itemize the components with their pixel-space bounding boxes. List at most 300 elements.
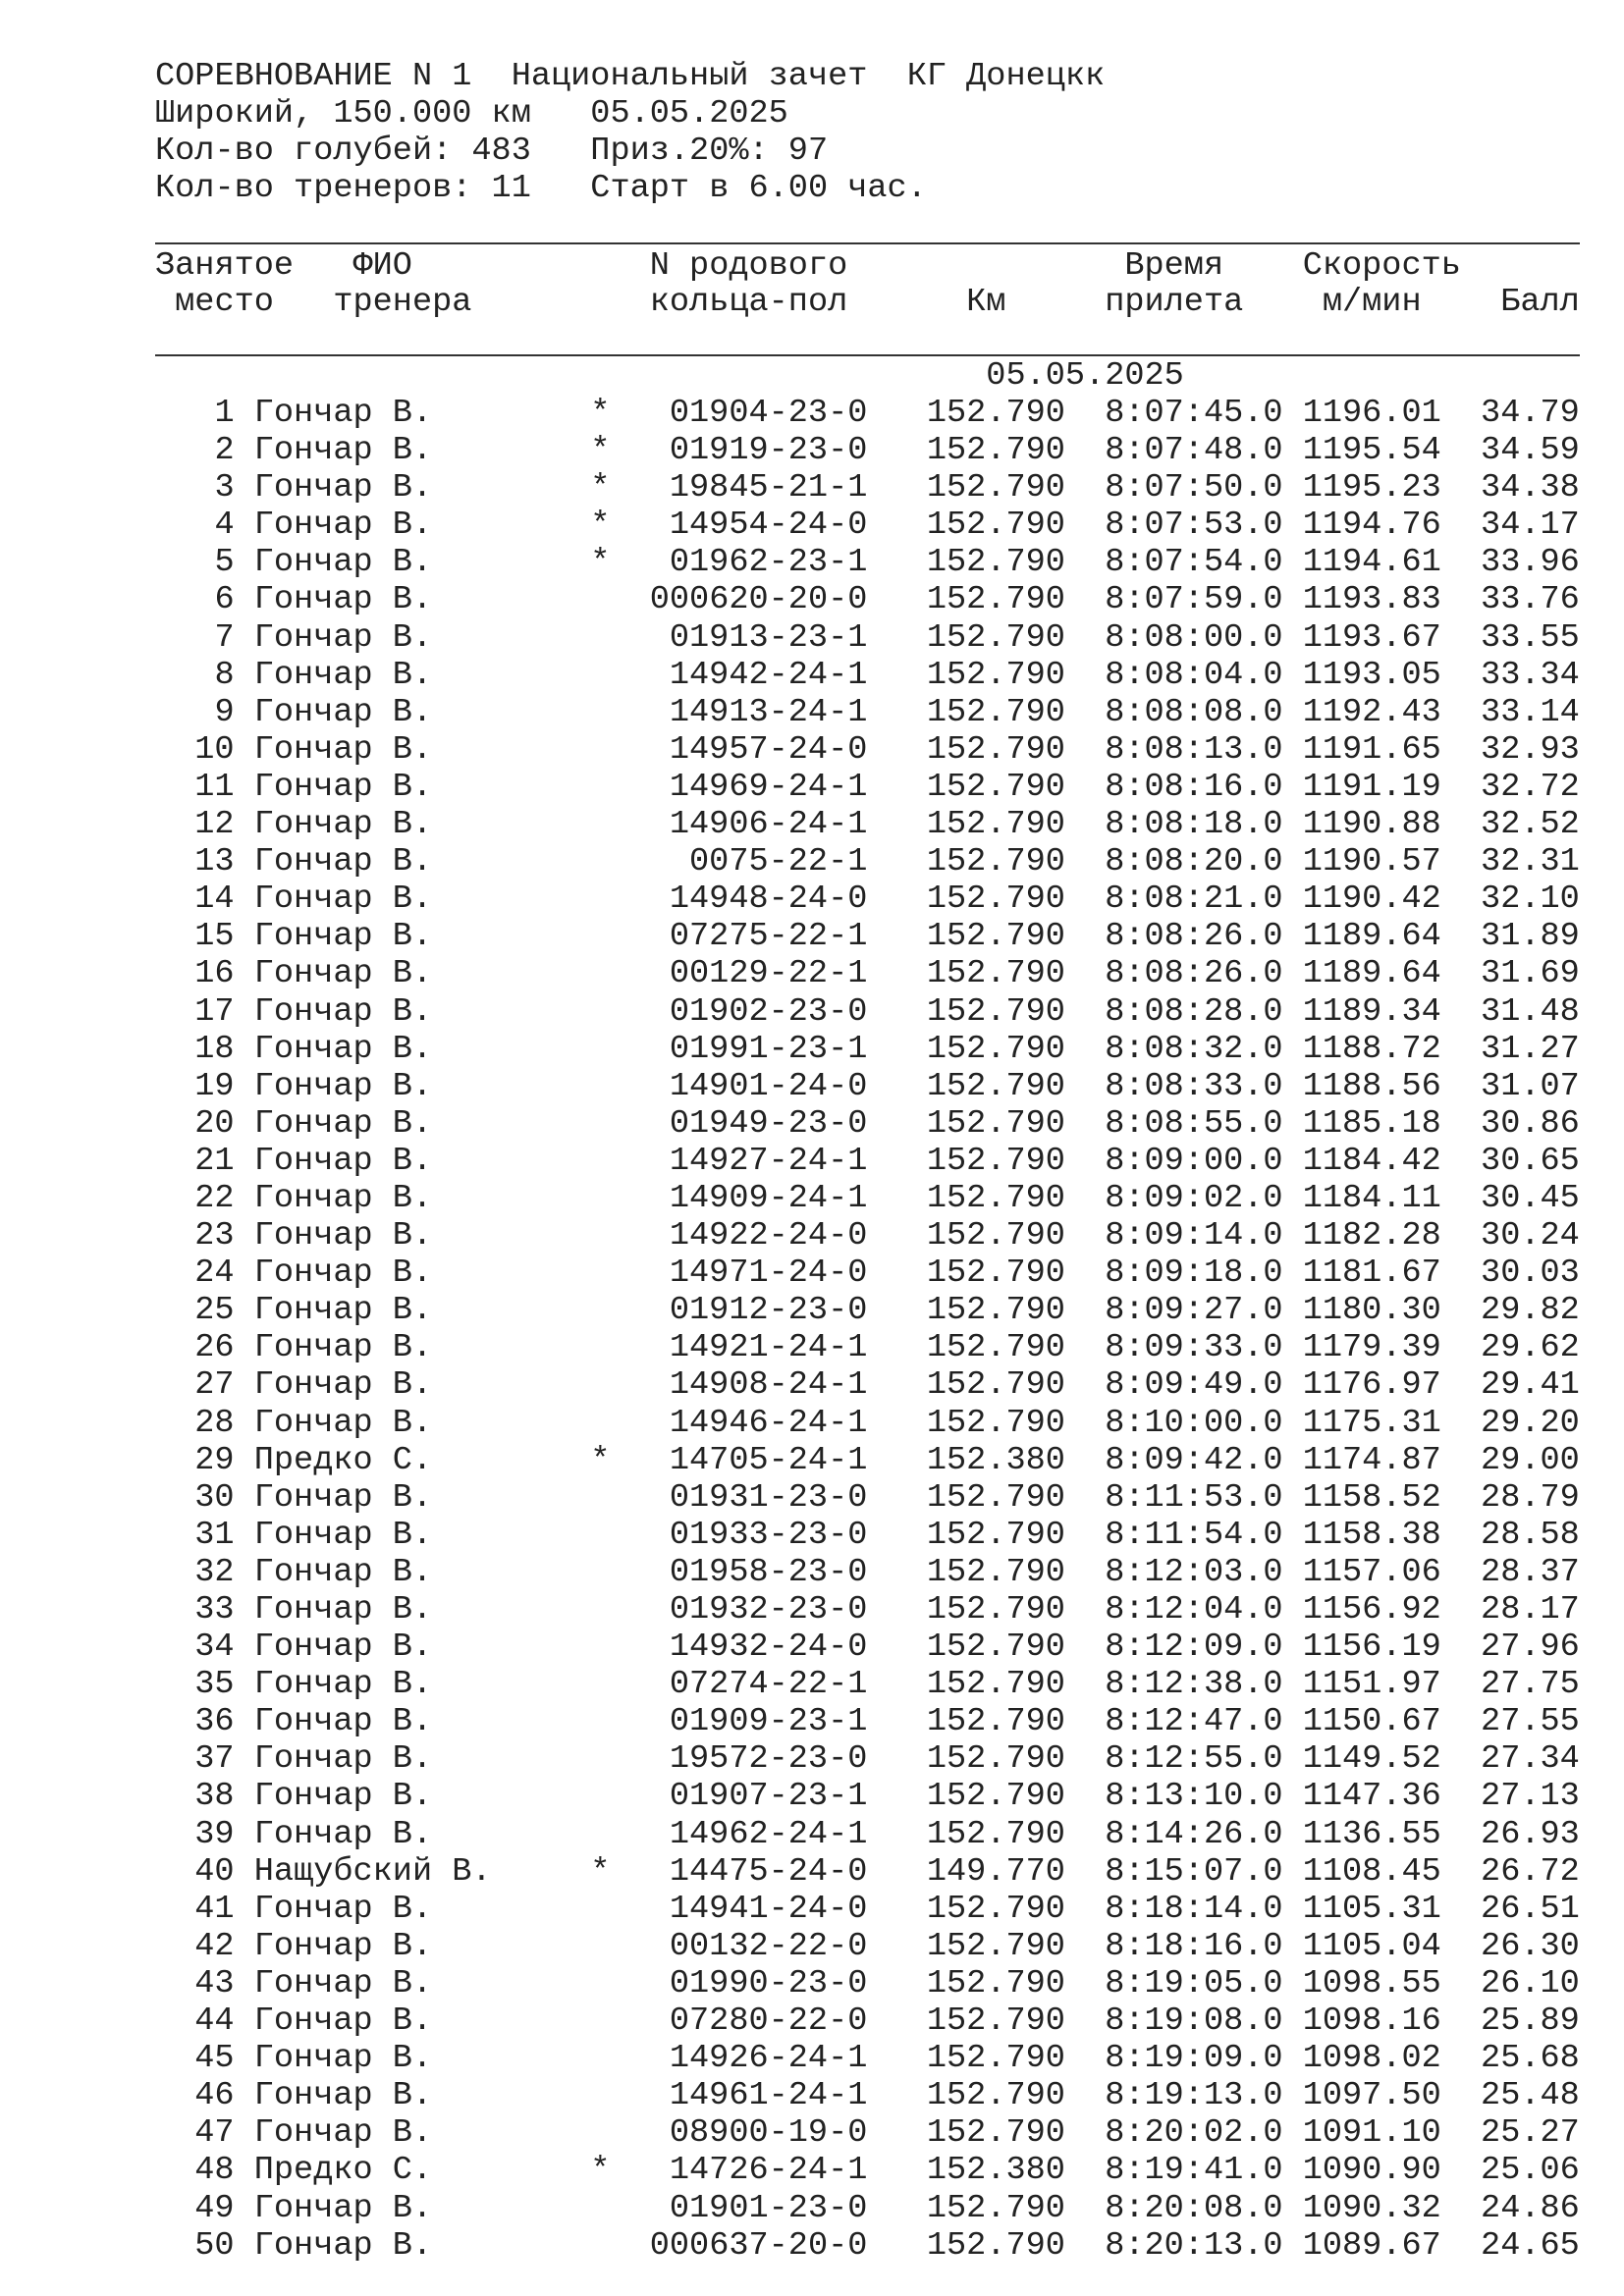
distance-cell: 152.790 xyxy=(926,1666,1065,1704)
result-row xyxy=(155,1703,1580,1740)
speed-cell: 1194.61 xyxy=(1302,544,1441,582)
score-cell: 26.10 xyxy=(1481,1964,1580,2002)
distance-cell: 152.790 xyxy=(926,1778,1065,1816)
score-cell: 26.72 xyxy=(1481,1852,1580,1891)
col-header-time: Время xyxy=(1124,247,1224,285)
result-row xyxy=(155,619,1580,657)
result-row xyxy=(155,1217,1580,1255)
place-cell: 19 xyxy=(194,1067,235,1105)
trainer-count: Кол-во тренеров: 11 xyxy=(155,170,531,207)
speed-cell: 1090.32 xyxy=(1302,2189,1441,2227)
arrival-time-cell: 8:08:20.0 xyxy=(1105,843,1283,881)
result-row xyxy=(155,694,1580,731)
arrival-time-cell: 8:09:49.0 xyxy=(1105,1366,1283,1405)
arrival-time-cell: 8:09:14.0 xyxy=(1105,1217,1283,1255)
trainer-name-cell: Гончар В. xyxy=(253,1255,433,1293)
col-header-trainer-sub: тренера xyxy=(333,284,472,321)
trainer-name-cell: Гончар В. xyxy=(253,1142,433,1180)
score-cell: 33.14 xyxy=(1481,693,1580,731)
result-row xyxy=(155,769,1580,806)
place-cell: 38 xyxy=(194,1778,235,1816)
ring-number-cell: 000620-20-0 xyxy=(649,581,868,619)
ring-number-cell: 01933-23-0 xyxy=(669,1516,868,1554)
distance-cell: 152.790 xyxy=(926,730,1065,769)
place-cell: 46 xyxy=(194,2077,235,2115)
column-header-row xyxy=(155,247,1580,285)
distance-cell: 152.790 xyxy=(926,1217,1065,1255)
ring-number-cell: 14948-24-0 xyxy=(669,881,868,919)
result-row xyxy=(155,2040,1580,2077)
ring-number-cell: 14941-24-0 xyxy=(669,1890,868,1928)
ring-number-cell: 14921-24-1 xyxy=(669,1329,868,1367)
result-row xyxy=(155,1965,1580,2002)
result-row xyxy=(155,1329,1580,1366)
score-cell: 29.00 xyxy=(1481,1441,1580,1479)
arrival-time-cell: 8:19:41.0 xyxy=(1105,2152,1283,2190)
speed-cell: 1196.01 xyxy=(1302,395,1441,432)
arrival-time-cell: 8:11:54.0 xyxy=(1105,1516,1283,1554)
ring-mark-cell: * xyxy=(590,544,611,582)
place-cell: 8 xyxy=(214,656,235,694)
speed-cell: 1190.88 xyxy=(1302,806,1441,844)
trainer-name-cell: Гончар В. xyxy=(253,806,433,844)
distance-cell: 152.790 xyxy=(926,1553,1065,1591)
speed-cell: 1192.43 xyxy=(1302,693,1441,731)
score-cell: 27.34 xyxy=(1481,1740,1580,1779)
result-row xyxy=(155,395,1580,432)
ring-number-cell: 14922-24-0 xyxy=(669,1217,868,1255)
place-cell: 1 xyxy=(214,395,235,432)
place-cell: 23 xyxy=(194,1217,235,1255)
ring-number-cell: 01919-23-0 xyxy=(669,432,868,470)
arrival-time-cell: 8:14:26.0 xyxy=(1105,1815,1283,1853)
distance-cell: 149.770 xyxy=(926,1852,1065,1891)
speed-cell: 1189.64 xyxy=(1302,918,1441,956)
arrival-time-cell: 8:12:47.0 xyxy=(1105,1703,1283,1741)
trainer-name-cell: Нащубский В. xyxy=(253,1852,492,1891)
distance-cell: 152.790 xyxy=(926,1292,1065,1330)
column-header-row xyxy=(155,284,1580,321)
distance-cell: 152.790 xyxy=(926,768,1065,806)
trainer-name-cell: Гончар В. xyxy=(253,1179,433,1217)
ring-number-cell: 01932-23-0 xyxy=(669,1591,868,1629)
trainer-name-cell: Гончар В. xyxy=(253,2002,433,2041)
trainer-name-cell: Гончар В. xyxy=(253,955,433,993)
trainer-name-cell: Предко С. xyxy=(253,1441,433,1479)
result-row xyxy=(155,1105,1580,1143)
result-row xyxy=(155,1629,1580,1666)
result-row xyxy=(155,1554,1580,1591)
distance-cell: 152.790 xyxy=(926,2226,1065,2265)
arrival-time-cell: 8:19:05.0 xyxy=(1105,1964,1283,2002)
results-date-row xyxy=(155,357,1580,395)
arrival-time-cell: 8:07:45.0 xyxy=(1105,395,1283,432)
trainer-name-cell: Гончар В. xyxy=(253,843,433,881)
place-cell: 31 xyxy=(194,1516,235,1554)
speed-cell: 1191.19 xyxy=(1302,768,1441,806)
trainer-name-cell: Гончар В. xyxy=(253,581,433,619)
ring-mark-cell: * xyxy=(590,432,611,470)
trainer-name-cell: Гончар В. xyxy=(253,1404,433,1442)
distance-cell: 152.790 xyxy=(926,1740,1065,1779)
score-cell: 27.13 xyxy=(1481,1778,1580,1816)
score-cell: 33.55 xyxy=(1481,618,1580,657)
ring-number-cell: 00132-22-0 xyxy=(669,1927,868,1965)
trainer-name-cell: Гончар В. xyxy=(253,2040,433,2078)
distance-cell: 152.790 xyxy=(926,1478,1065,1517)
arrival-time-cell: 8:11:53.0 xyxy=(1105,1478,1283,1517)
trainer-name-cell: Гончар В. xyxy=(253,1104,433,1143)
trainer-name-cell: Гончар В. xyxy=(253,395,433,432)
col-header-time-sub: прилета xyxy=(1105,284,1244,321)
result-row xyxy=(155,918,1580,955)
arrival-time-cell: 8:12:03.0 xyxy=(1105,1553,1283,1591)
place-cell: 30 xyxy=(194,1478,235,1517)
distance-cell: 152.790 xyxy=(926,1629,1065,1667)
ring-number-cell: 01990-23-0 xyxy=(669,1964,868,2002)
speed-cell: 1190.57 xyxy=(1302,843,1441,881)
result-row xyxy=(155,2002,1580,2040)
ring-number-cell: 14926-24-1 xyxy=(669,2040,868,2078)
ring-number-cell: 000637-20-0 xyxy=(649,2226,868,2265)
place-cell: 5 xyxy=(214,544,235,582)
trainer-name-cell: Гончар В. xyxy=(253,507,433,545)
trainer-name-cell: Гончар В. xyxy=(253,1366,433,1405)
distance-cell: 152.790 xyxy=(926,1591,1065,1629)
ring-number-cell: 14969-24-1 xyxy=(669,768,868,806)
arrival-time-cell: 8:08:55.0 xyxy=(1105,1104,1283,1143)
speed-cell: 1091.10 xyxy=(1302,2114,1441,2153)
score-cell: 30.65 xyxy=(1481,1142,1580,1180)
distance-cell: 152.790 xyxy=(926,843,1065,881)
arrival-time-cell: 8:15:07.0 xyxy=(1105,1852,1283,1891)
score-cell: 30.45 xyxy=(1481,1179,1580,1217)
ring-number-cell: 01912-23-0 xyxy=(669,1292,868,1330)
ring-number-cell: 14913-24-1 xyxy=(669,693,868,731)
distance-cell: 152.380 xyxy=(926,2152,1065,2190)
trainer-name-cell: Гончар В. xyxy=(253,992,433,1031)
result-row xyxy=(155,2152,1580,2189)
distance-cell: 152.790 xyxy=(926,1964,1065,2002)
ring-number-cell: 01902-23-0 xyxy=(669,992,868,1031)
distance-cell: 152.790 xyxy=(926,469,1065,507)
trainer-name-cell: Гончар В. xyxy=(253,1591,433,1629)
score-cell: 32.52 xyxy=(1481,806,1580,844)
ring-number-cell: 14726-24-1 xyxy=(669,2152,868,2190)
place-cell: 35 xyxy=(194,1666,235,1704)
trainer-name-cell: Гончар В. xyxy=(253,1666,433,1704)
distance-cell: 152.790 xyxy=(926,1404,1065,1442)
place-cell: 45 xyxy=(194,2040,235,2078)
distance-cell: 152.790 xyxy=(926,1927,1065,1965)
score-cell: 27.75 xyxy=(1481,1666,1580,1704)
score-cell: 31.69 xyxy=(1481,955,1580,993)
trainer-name-cell: Гончар В. xyxy=(253,469,433,507)
result-row xyxy=(155,544,1580,581)
arrival-time-cell: 8:12:38.0 xyxy=(1105,1666,1283,1704)
place-cell: 27 xyxy=(194,1366,235,1405)
result-row xyxy=(155,1778,1580,1815)
ring-number-cell: 14475-24-0 xyxy=(669,1852,868,1891)
competition-title: СОРЕВНОВАНИЕ N 1 Национальный зачет КГ Донецкк xyxy=(155,58,1106,95)
speed-cell: 1194.76 xyxy=(1302,507,1441,545)
result-row xyxy=(155,881,1580,918)
trainer-name-cell: Гончар В. xyxy=(253,2226,433,2265)
result-row xyxy=(155,1255,1580,1292)
arrival-time-cell: 8:08:32.0 xyxy=(1105,1030,1283,1068)
ring-number-cell: 01913-23-1 xyxy=(669,618,868,657)
distance-cell: 152.790 xyxy=(926,618,1065,657)
ring-number-cell: 01901-23-0 xyxy=(669,2189,868,2227)
col-header-speed-sub: м/мин xyxy=(1322,284,1422,321)
ring-number-cell: 14942-24-1 xyxy=(669,656,868,694)
arrival-time-cell: 8:12:09.0 xyxy=(1105,1629,1283,1667)
ring-number-cell: 14932-24-0 xyxy=(669,1629,868,1667)
ring-number-cell: 01962-23-1 xyxy=(669,544,868,582)
speed-cell: 1097.50 xyxy=(1302,2077,1441,2115)
result-row xyxy=(155,1666,1580,1703)
distance-cell: 152.790 xyxy=(926,581,1065,619)
place-cell: 22 xyxy=(194,1179,235,1217)
place-cell: 13 xyxy=(194,843,235,881)
ring-number-cell: 01904-23-0 xyxy=(669,395,868,432)
distance-cell: 152.790 xyxy=(926,1703,1065,1741)
trainer-name-cell: Гончар В. xyxy=(253,1030,433,1068)
ring-number-cell: 14908-24-1 xyxy=(669,1366,868,1405)
place-cell: 50 xyxy=(194,2226,235,2265)
speed-cell: 1098.16 xyxy=(1302,2002,1441,2041)
speed-cell: 1189.34 xyxy=(1302,992,1441,1031)
speed-cell: 1098.02 xyxy=(1302,2040,1441,2078)
score-cell: 29.62 xyxy=(1481,1329,1580,1367)
score-cell: 25.68 xyxy=(1481,2040,1580,2078)
place-cell: 48 xyxy=(194,2152,235,2190)
distance-cell: 152.790 xyxy=(926,1516,1065,1554)
score-cell: 29.82 xyxy=(1481,1292,1580,1330)
score-cell: 34.38 xyxy=(1481,469,1580,507)
arrival-time-cell: 8:07:59.0 xyxy=(1105,581,1283,619)
col-header-place-sub: место xyxy=(175,284,274,321)
score-cell: 31.89 xyxy=(1481,918,1580,956)
trainer-name-cell: Гончар В. xyxy=(253,2189,433,2227)
ring-mark-cell: * xyxy=(590,507,611,545)
arrival-time-cell: 8:08:26.0 xyxy=(1105,918,1283,956)
arrival-time-cell: 8:08:21.0 xyxy=(1105,881,1283,919)
ring-mark-cell: * xyxy=(590,2152,611,2190)
ring-number-cell: 01958-23-0 xyxy=(669,1553,868,1591)
place-cell: 14 xyxy=(194,881,235,919)
speed-cell: 1193.83 xyxy=(1302,581,1441,619)
speed-cell: 1184.42 xyxy=(1302,1142,1441,1180)
trainer-name-cell: Гончар В. xyxy=(253,1927,433,1965)
distance-cell: 152.790 xyxy=(926,656,1065,694)
arrival-time-cell: 8:08:18.0 xyxy=(1105,806,1283,844)
col-header-trainer: ФИО xyxy=(352,247,412,285)
speed-cell: 1157.06 xyxy=(1302,1553,1441,1591)
result-row xyxy=(155,469,1580,507)
race-info-line xyxy=(155,133,1580,170)
pigeon-count: Кол-во голубей: 483 xyxy=(155,133,531,170)
score-cell: 28.17 xyxy=(1481,1591,1580,1629)
speed-cell: 1089.67 xyxy=(1302,2226,1441,2265)
distance-cell: 152.790 xyxy=(926,1366,1065,1405)
result-row xyxy=(155,1928,1580,1965)
distance-cell: 152.380 xyxy=(926,1441,1065,1479)
arrival-time-cell: 8:08:26.0 xyxy=(1105,955,1283,993)
arrival-time-cell: 8:09:00.0 xyxy=(1105,1142,1283,1180)
place-cell: 42 xyxy=(194,1927,235,1965)
trainer-name-cell: Гончар В. xyxy=(253,1478,433,1517)
speed-cell: 1190.42 xyxy=(1302,881,1441,919)
distance-cell: 152.790 xyxy=(926,1179,1065,1217)
result-row xyxy=(155,1442,1580,1479)
trainer-name-cell: Гончар В. xyxy=(253,1217,433,1255)
distance-cell: 152.790 xyxy=(926,955,1065,993)
trainer-name-cell: Гончар В. xyxy=(253,1964,433,2002)
speed-cell: 1179.39 xyxy=(1302,1329,1441,1367)
place-cell: 4 xyxy=(214,507,235,545)
trainer-name-cell: Гончар В. xyxy=(253,1629,433,1667)
result-row xyxy=(155,806,1580,843)
score-cell: 26.93 xyxy=(1481,1815,1580,1853)
score-cell: 27.96 xyxy=(1481,1629,1580,1667)
score-cell: 30.03 xyxy=(1481,1255,1580,1293)
place-cell: 7 xyxy=(214,618,235,657)
ring-number-cell: 07280-22-0 xyxy=(669,2002,868,2041)
trainer-name-cell: Предко С. xyxy=(253,2152,433,2190)
arrival-time-cell: 8:19:09.0 xyxy=(1105,2040,1283,2078)
result-row xyxy=(155,1517,1580,1554)
ring-number-cell: 01949-23-0 xyxy=(669,1104,868,1143)
distance-cell: 152.790 xyxy=(926,918,1065,956)
race-info-line xyxy=(155,170,1580,207)
col-header-distance: Км xyxy=(966,284,1006,321)
arrival-time-cell: 8:07:50.0 xyxy=(1105,469,1283,507)
trainer-name-cell: Гончар В. xyxy=(253,1067,433,1105)
place-cell: 43 xyxy=(194,1964,235,2002)
arrival-time-cell: 8:18:16.0 xyxy=(1105,1927,1283,1965)
arrival-time-cell: 8:09:27.0 xyxy=(1105,1292,1283,1330)
arrival-time-cell: 8:08:13.0 xyxy=(1105,730,1283,769)
arrival-time-cell: 8:09:33.0 xyxy=(1105,1329,1283,1367)
arrival-time-cell: 8:07:54.0 xyxy=(1105,544,1283,582)
col-header-ring-sub: кольца-пол xyxy=(649,284,848,321)
speed-cell: 1193.05 xyxy=(1302,656,1441,694)
col-header-ring: N родового xyxy=(649,247,848,285)
start-time: Старт в 6.00 час. xyxy=(590,170,927,207)
distance-cell: 152.790 xyxy=(926,2002,1065,2041)
result-row xyxy=(155,1591,1580,1629)
distance-cell: 152.790 xyxy=(926,2040,1065,2078)
distance-cell: 152.790 xyxy=(926,1104,1065,1143)
speed-cell: 1191.65 xyxy=(1302,730,1441,769)
arrival-time-cell: 8:18:14.0 xyxy=(1105,1890,1283,1928)
speed-cell: 1147.36 xyxy=(1302,1778,1441,1816)
result-row xyxy=(155,1891,1580,1928)
speed-cell: 1158.38 xyxy=(1302,1516,1441,1554)
ring-number-cell: 08900-19-0 xyxy=(669,2114,868,2153)
speed-cell: 1156.19 xyxy=(1302,1629,1441,1667)
trainer-name-cell: Гончар В. xyxy=(253,2077,433,2115)
score-cell: 30.24 xyxy=(1481,1217,1580,1255)
arrival-time-cell: 8:12:55.0 xyxy=(1105,1740,1283,1779)
arrival-time-cell: 8:07:48.0 xyxy=(1105,432,1283,470)
place-cell: 17 xyxy=(194,992,235,1031)
score-cell: 25.89 xyxy=(1481,2002,1580,2041)
ring-number-cell: 14901-24-0 xyxy=(669,1067,868,1105)
arrival-time-cell: 8:20:13.0 xyxy=(1105,2226,1283,2265)
distance-cell: 152.790 xyxy=(926,2077,1065,2115)
distance-cell: 152.790 xyxy=(926,1255,1065,1293)
speed-cell: 1105.04 xyxy=(1302,1927,1441,1965)
score-cell: 30.86 xyxy=(1481,1104,1580,1143)
place-cell: 24 xyxy=(194,1255,235,1293)
ring-number-cell: 01909-23-1 xyxy=(669,1703,868,1741)
place-cell: 34 xyxy=(194,1629,235,1667)
score-cell: 33.34 xyxy=(1481,656,1580,694)
column-header-rule xyxy=(155,354,1580,356)
speed-cell: 1158.52 xyxy=(1302,1478,1441,1517)
ring-number-cell: 19572-23-0 xyxy=(669,1740,868,1779)
distance-cell: 152.790 xyxy=(926,544,1065,582)
place-cell: 28 xyxy=(194,1404,235,1442)
speed-cell: 1189.64 xyxy=(1302,955,1441,993)
place-cell: 12 xyxy=(194,806,235,844)
ring-mark-cell: * xyxy=(590,469,611,507)
place-cell: 49 xyxy=(194,2189,235,2227)
speed-cell: 1149.52 xyxy=(1302,1740,1441,1779)
distance-cell: 152.790 xyxy=(926,1329,1065,1367)
arrival-time-cell: 8:09:02.0 xyxy=(1105,1179,1283,1217)
result-row xyxy=(155,507,1580,544)
ring-number-cell: 14946-24-1 xyxy=(669,1404,868,1442)
speed-cell: 1188.56 xyxy=(1302,1067,1441,1105)
place-cell: 18 xyxy=(194,1030,235,1068)
place-cell: 10 xyxy=(194,730,235,769)
speed-cell: 1180.30 xyxy=(1302,1292,1441,1330)
speed-cell: 1182.28 xyxy=(1302,1217,1441,1255)
speed-cell: 1195.54 xyxy=(1302,432,1441,470)
trainer-name-cell: Гончар В. xyxy=(253,881,433,919)
speed-cell: 1156.92 xyxy=(1302,1591,1441,1629)
distance-cell: 152.790 xyxy=(926,693,1065,731)
ring-number-cell: 19845-21-1 xyxy=(669,469,868,507)
place-cell: 3 xyxy=(214,469,235,507)
score-cell: 34.79 xyxy=(1481,395,1580,432)
trainer-name-cell: Гончар В. xyxy=(253,730,433,769)
score-cell: 32.10 xyxy=(1481,881,1580,919)
speed-cell: 1098.55 xyxy=(1302,1964,1441,2002)
distance-cell: 152.790 xyxy=(926,1067,1065,1105)
route-distance: Широкий, 150.000 км xyxy=(155,95,531,133)
ring-number-cell: 14961-24-1 xyxy=(669,2077,868,2115)
arrival-time-cell: 8:19:13.0 xyxy=(1105,2077,1283,2115)
result-row xyxy=(155,1816,1580,1853)
score-cell: 32.93 xyxy=(1481,730,1580,769)
speed-cell: 1105.31 xyxy=(1302,1890,1441,1928)
trainer-name-cell: Гончар В. xyxy=(253,1516,433,1554)
trainer-name-cell: Гончар В. xyxy=(253,1890,433,1928)
score-cell: 31.27 xyxy=(1481,1030,1580,1068)
ring-number-cell: 14705-24-1 xyxy=(669,1441,868,1479)
distance-cell: 152.790 xyxy=(926,992,1065,1031)
place-cell: 29 xyxy=(194,1441,235,1479)
distance-cell: 152.790 xyxy=(926,507,1065,545)
result-row xyxy=(155,1143,1580,1180)
distance-cell: 152.790 xyxy=(926,1815,1065,1853)
race-date: 05.05.2025 xyxy=(590,95,788,133)
speed-cell: 1184.11 xyxy=(1302,1179,1441,1217)
